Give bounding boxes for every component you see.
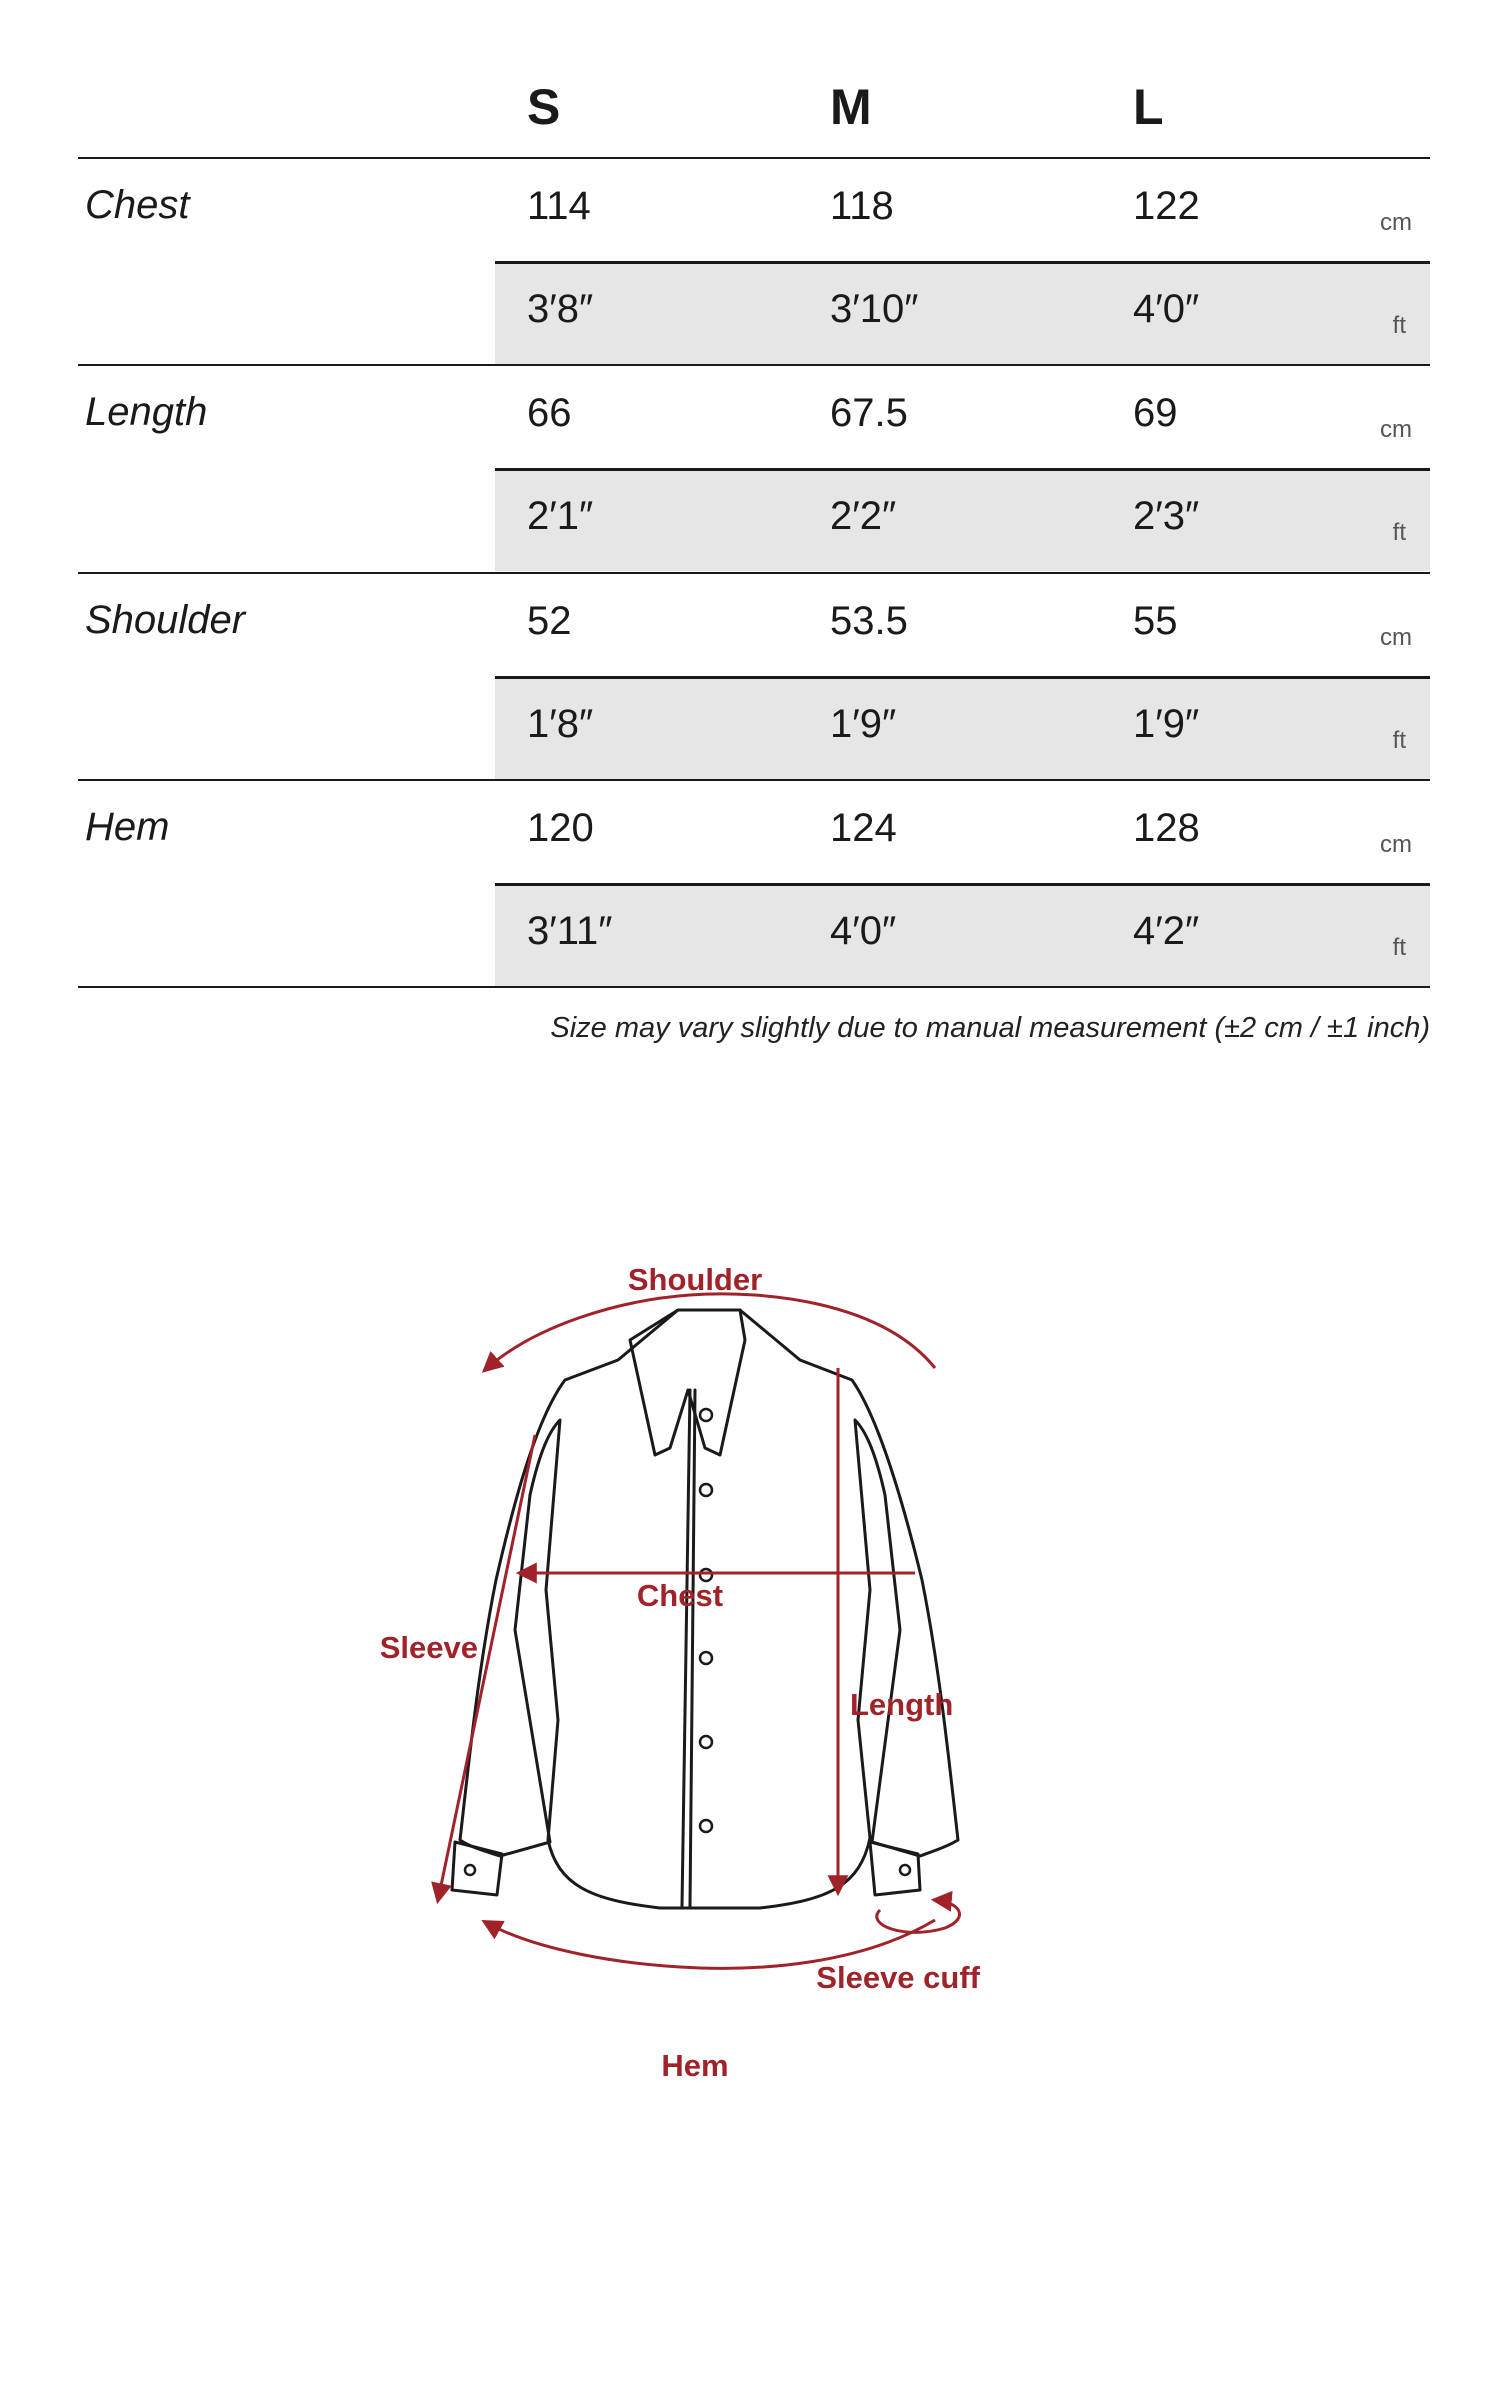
unit-cm: cm <box>1380 209 1412 236</box>
shoulder-arrow <box>485 1294 935 1370</box>
table-rule <box>78 986 1430 988</box>
chest-cm-s: 114 <box>527 184 591 228</box>
chest-ft-s: 3′8″ <box>527 287 594 331</box>
chest-ft-m: 3′10″ <box>830 287 919 331</box>
unit-ft: ft <box>1392 312 1406 339</box>
unit-ft: ft <box>1392 727 1406 754</box>
sleeve-cuff-arrow <box>877 1900 960 1932</box>
row-label-chest: Chest <box>85 183 190 227</box>
ft-band <box>495 885 1430 986</box>
table-subrule <box>495 468 1430 471</box>
unit-cm: cm <box>1380 416 1412 443</box>
hem-cm-s: 120 <box>527 806 594 850</box>
table-rule <box>78 157 1430 159</box>
hem-ft-s: 3′11″ <box>527 909 613 953</box>
measurement-note: Size may vary slightly due to manual measurement (±2 cm / ±1 inch) <box>550 1012 1430 1044</box>
ft-band <box>495 678 1430 779</box>
label-length: Length <box>850 1687 954 1722</box>
hem-cm-m: 124 <box>830 806 897 850</box>
row-label-hem: Hem <box>85 805 170 849</box>
label-sleeve: Sleeve <box>379 1630 478 1665</box>
size-header-l: L <box>1133 79 1164 135</box>
shoulder-ft-s: 1′8″ <box>527 702 594 746</box>
label-hem: Hem <box>661 2048 729 2083</box>
unit-cm: cm <box>1380 624 1412 651</box>
shirt-button <box>700 1409 712 1421</box>
chest-ft-l: 4′0″ <box>1133 287 1200 331</box>
length-ft-m: 2′2″ <box>830 494 897 538</box>
row-label-shoulder: Shoulder <box>85 598 246 642</box>
length-cm-m: 67.5 <box>830 391 908 435</box>
row-label-length: Length <box>85 390 208 434</box>
unit-cm: cm <box>1380 831 1412 858</box>
hem-ft-m: 4′0″ <box>830 909 897 953</box>
label-shoulder: Shoulder <box>627 1262 763 1297</box>
shoulder-cm-s: 52 <box>527 599 572 643</box>
hem-ft-l: 4′2″ <box>1133 909 1200 953</box>
length-ft-s: 2′1″ <box>527 494 594 538</box>
shirt-diagram <box>360 1250 1160 2120</box>
shirt-button <box>700 1652 712 1664</box>
shirt-button <box>900 1865 910 1875</box>
table-subrule <box>495 261 1430 264</box>
shirt-button <box>465 1865 475 1875</box>
size-header-m: M <box>830 79 872 135</box>
shirt-button <box>700 1484 712 1496</box>
shirt-button <box>700 1820 712 1832</box>
chest-cm-l: 122 <box>1133 184 1200 228</box>
shoulder-cm-l: 55 <box>1133 599 1178 643</box>
length-cm-s: 66 <box>527 391 572 435</box>
shirt-button <box>700 1736 712 1748</box>
ft-band <box>495 263 1430 364</box>
table-rule <box>78 779 1430 781</box>
table-rule <box>78 364 1430 366</box>
shoulder-ft-l: 1′9″ <box>1133 702 1200 746</box>
length-ft-l: 2′3″ <box>1133 494 1200 538</box>
ft-band <box>495 470 1430 571</box>
hem-cm-l: 128 <box>1133 806 1200 850</box>
length-cm-l: 69 <box>1133 391 1178 435</box>
label-sleeve-cuff: Sleeve cuff <box>816 1960 980 1995</box>
table-rule <box>78 572 1430 574</box>
shoulder-ft-m: 1′9″ <box>830 702 897 746</box>
unit-ft: ft <box>1392 934 1406 961</box>
size-header-s: S <box>527 79 561 135</box>
label-chest: Chest <box>636 1578 724 1613</box>
chest-cm-m: 118 <box>830 184 894 228</box>
table-subrule <box>495 883 1430 886</box>
shoulder-cm-m: 53.5 <box>830 599 908 643</box>
unit-ft: ft <box>1392 519 1406 546</box>
table-subrule <box>495 676 1430 679</box>
